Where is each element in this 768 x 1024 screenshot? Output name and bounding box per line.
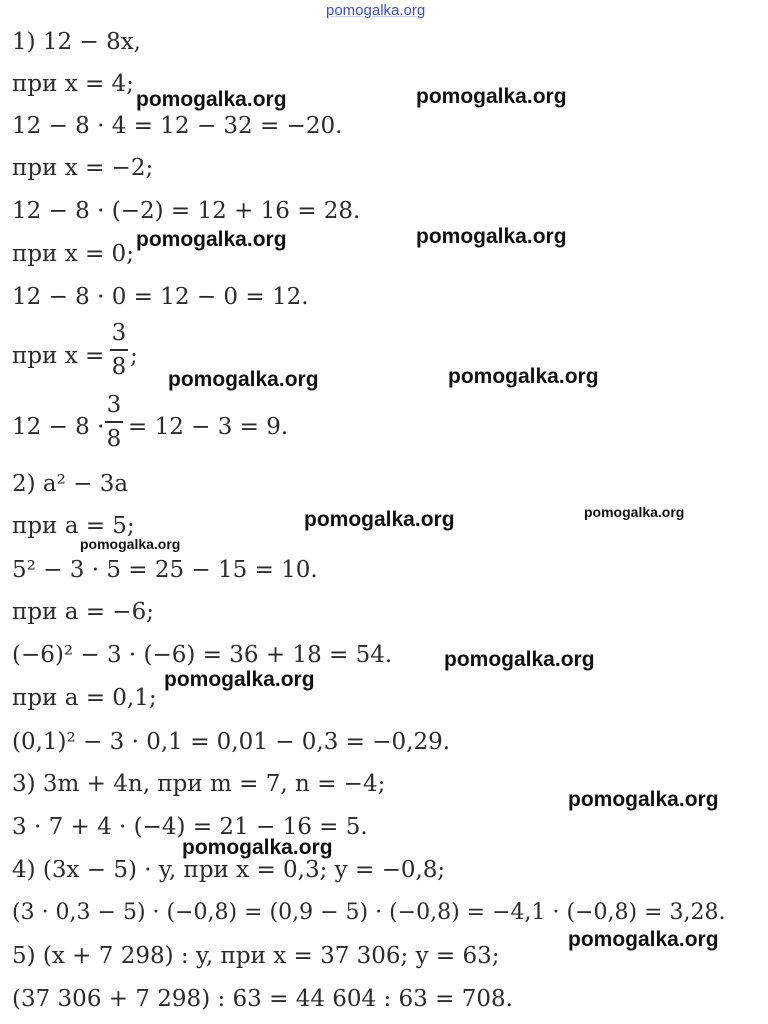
problem-2-result-3: (0,1)² − 3 · 0,1 = 0,01 − 0,3 = −0,29. xyxy=(12,729,451,755)
fraction-denominator: 8 xyxy=(111,353,127,380)
problem-1-case-2: при x = −2; xyxy=(12,155,154,181)
problem-2-case-1: при a = 5; xyxy=(12,513,135,539)
fraction-3-8-case xyxy=(110,320,128,380)
watermark: pomogalka.org xyxy=(164,668,315,691)
watermark: pomogalka.org xyxy=(182,836,333,859)
problem-5-header: 5) (x + 7 298) : y, при x = 37 306; y = 63; xyxy=(12,943,500,969)
watermark-top: pomogalka.org xyxy=(326,2,426,19)
problem-1-case-3: при x = 0; xyxy=(12,241,134,267)
problem-5-result: (37 306 + 7 298) : 63 = 44 604 : 63 = 708. xyxy=(12,986,513,1012)
fraction-denominator: 8 xyxy=(106,425,122,452)
problem-1-case-4-suffix: ; xyxy=(130,343,138,369)
problem-2-result-2: (−6)² − 3 · (−6) = 36 + 18 = 54. xyxy=(12,642,393,668)
fraction-3-8-result xyxy=(105,392,123,452)
watermark: pomogalka.org xyxy=(444,648,595,671)
problem-2-case-2: при a = −6; xyxy=(12,599,154,625)
problem-3-header: 3) 3m + 4n, при m = 7, n = −4; xyxy=(12,771,386,797)
problem-4-result: (3 · 0,3 − 5) · (−0,8) = (0,9 − 5) · (−0,8) = −4,1 · (−0,8) = 3,28. xyxy=(12,900,726,925)
watermark: pomogalka.org xyxy=(168,368,319,391)
problem-1-case-1: при x = 4; xyxy=(12,71,134,97)
fraction-numerator: 3 xyxy=(106,392,122,418)
watermark: pomogalka.org xyxy=(568,928,719,951)
watermark: pomogalka.org xyxy=(568,788,719,811)
problem-1-result-3: 12 − 8 · 0 = 12 − 0 = 12. xyxy=(12,284,309,310)
problem-4-header: 4) (3x − 5) · y, при x = 0,3; y = −0,8; xyxy=(12,857,446,883)
watermark: pomogalka.org xyxy=(416,85,567,108)
problem-1-result-4-suffix: = 12 − 3 = 9. xyxy=(128,414,289,440)
problem-3-result: 3 · 7 + 4 · (−4) = 21 − 16 = 5. xyxy=(12,814,368,840)
watermark: pomogalka.org xyxy=(304,508,455,531)
problem-1-result-2: 12 − 8 · (−2) = 12 + 16 = 28. xyxy=(12,198,361,224)
watermark: pomogalka.org xyxy=(136,88,287,111)
problem-1-header: 1) 12 − 8x, xyxy=(12,29,141,55)
problem-1-result-1: 12 − 8 · 4 = 12 − 32 = −20. xyxy=(12,113,343,139)
watermark: pomogalka.org xyxy=(416,225,567,248)
watermark-small: pomogalka.org xyxy=(80,536,181,552)
watermark-small: pomogalka.org xyxy=(584,504,685,520)
problem-2-result-1: 5² − 3 · 5 = 25 − 15 = 10. xyxy=(12,557,318,583)
problem-1-case-4-prefix: при x = xyxy=(12,343,105,369)
watermark: pomogalka.org xyxy=(136,228,287,251)
fraction-numerator: 3 xyxy=(111,320,127,346)
problem-1-result-4-prefix: 12 − 8 · xyxy=(12,414,105,440)
problem-2-header: 2) a² − 3a xyxy=(12,471,129,497)
watermark: pomogalka.org xyxy=(448,365,599,388)
problem-2-case-3: при a = 0,1; xyxy=(12,685,157,711)
